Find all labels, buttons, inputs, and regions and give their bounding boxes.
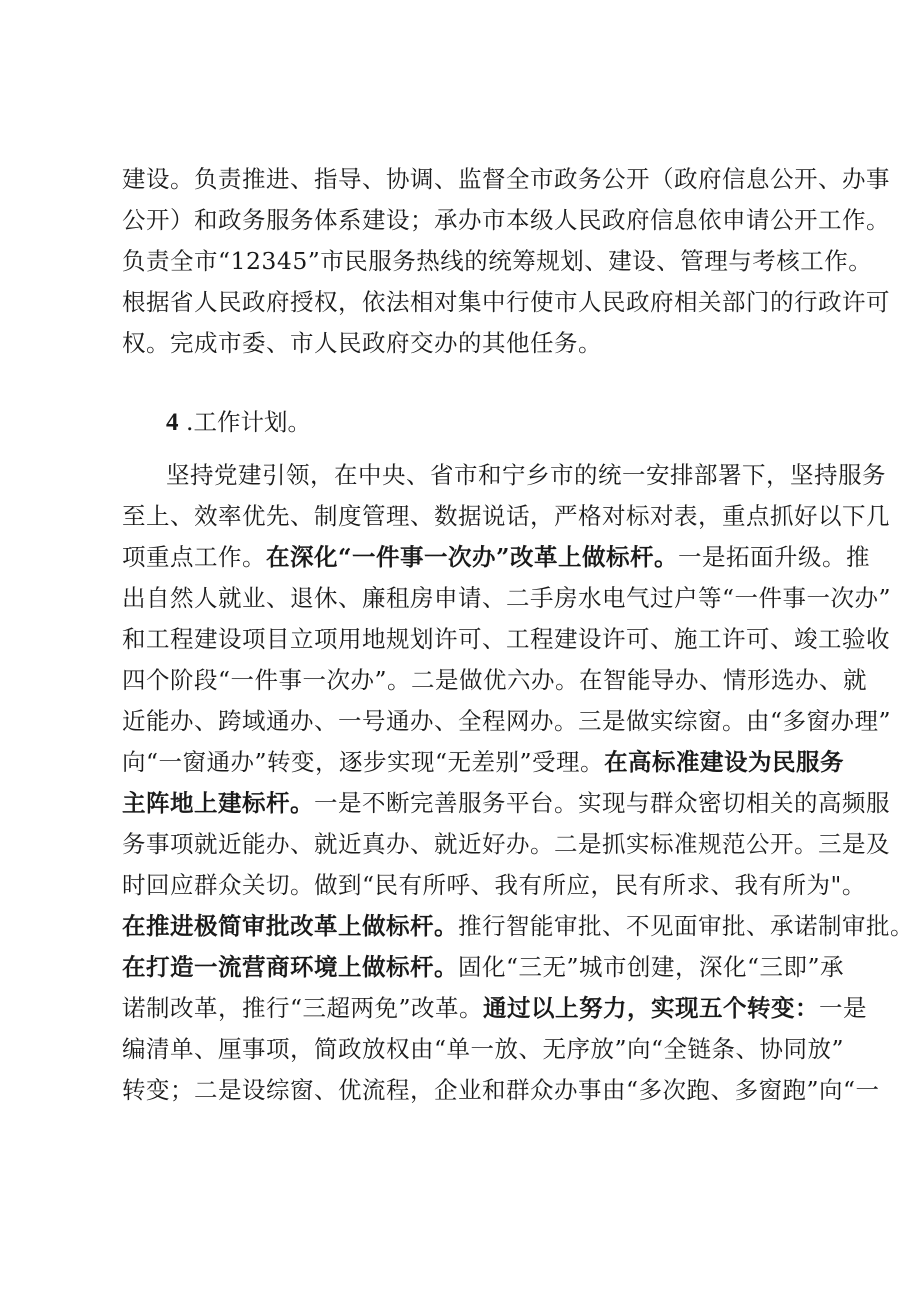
paragraph-2-line-15: 编清单、厘事项，简政放权由“单一放、无序放”向“全链条、协同放” <box>122 1035 845 1063</box>
section-number: 4 <box>166 409 179 436</box>
section-title: .工作计划。 <box>185 408 311 436</box>
paragraph-2-line-16: 转变；二是设综窗、优流程，企业和群众办事由“多次跑、多窗跑”向“一 <box>122 1076 880 1104</box>
paragraph-1-line-1: 建设。负责推进、指导、协调、监督全市政务公开（政府信息公开、办事 <box>122 165 890 193</box>
paragraph-2-line-2: 至上、效率优先、制度管理、数据说话，严格对标对表，重点抓好以下几 <box>122 502 890 530</box>
paragraph-2-line-5: 和工程建设项目立项用地规划许可、工程建设许可、施工许可、竣工验收 <box>122 625 890 653</box>
bold-statement: 在高标准建设为民服务 <box>604 748 845 776</box>
bold-statement: 通过以上努力，实现五个转变： <box>483 994 820 1022</box>
paragraph-2-line-11: 时回应群众关切。做到“民有所呼、我有所应，民有所求、我有所为"。 <box>122 871 866 899</box>
paragraph-2-line-6: 四个阶段“一件事一次办”。二是做优六办。在智能导办、情形选办、就 <box>122 666 868 694</box>
bold-statement: 主阵地上建标杆。 <box>122 789 314 817</box>
paragraph-2-line-8: 向“一窗通办”转变，逐步实现“无差别”受理。在高标准建设为民服务 <box>122 748 845 776</box>
paragraph-1-line-5: 权。完成市委、市人民政府交办的其他任务。 <box>122 329 602 357</box>
paragraph-2-line-3: 项重点工作。在深化“一件事一次办”改革上做标杆。一是拓面升级。推 <box>122 543 871 571</box>
paragraph-2-line-13: 在打造一流营商环境上做标杆。固化“三无”城市创建，深化“三即”承 <box>122 953 845 981</box>
paragraph-2-line-14: 诺制改革，推行“三超两免”改革。通过以上努力，实现五个转变：一是 <box>122 994 868 1022</box>
paragraph-2-line-12: 在推进极简审批改革上做标杆。推行智能审批、不见面审批、承诺制审批。 <box>122 912 914 940</box>
paragraph-2-line-10: 务事项就近能办、就近真办、就近好办。二是抓实标准规范公开。三是及 <box>122 830 890 858</box>
bold-statement: 在打造一流营商环境上做标杆。 <box>122 953 458 981</box>
paragraph-1-line-2: 公开）和政务服务体系建设；承办市本级人民政府信息依申请公开工作。 <box>122 206 890 234</box>
paragraph-2-line-7: 近能办、跨域通办、一号通办、全程网办。三是做实综窗。由“多窗办理” <box>122 707 892 735</box>
paragraph-2-line-4: 出自然人就业、退休、廉租房申请、二手房水电气过户等“一件事一次办” <box>122 584 892 612</box>
section-heading <box>166 402 311 442</box>
bold-statement: 在深化“一件事一次办”改革上做标杆。 <box>266 543 679 571</box>
paragraph-1-line-3: 负责全市“12345”市民服务热线的统筹规划、建设、管理与考核工作。 <box>122 247 873 275</box>
bold-statement: 在推进极简审批改革上做标杆。 <box>122 912 458 940</box>
paragraph-1-line-4: 根据省人民政府授权，依法相对集中行使市人民政府相关部门的行政许可 <box>122 288 890 316</box>
paragraph-2-line-9: 主阵地上建标杆。一是不断完善服务平台。实现与群众密切相关的高频服 <box>122 789 890 817</box>
paragraph-2-line-1: 坚持党建引领，在中央、省市和宁乡市的统一安排部署下，坚持服务 <box>166 461 886 489</box>
